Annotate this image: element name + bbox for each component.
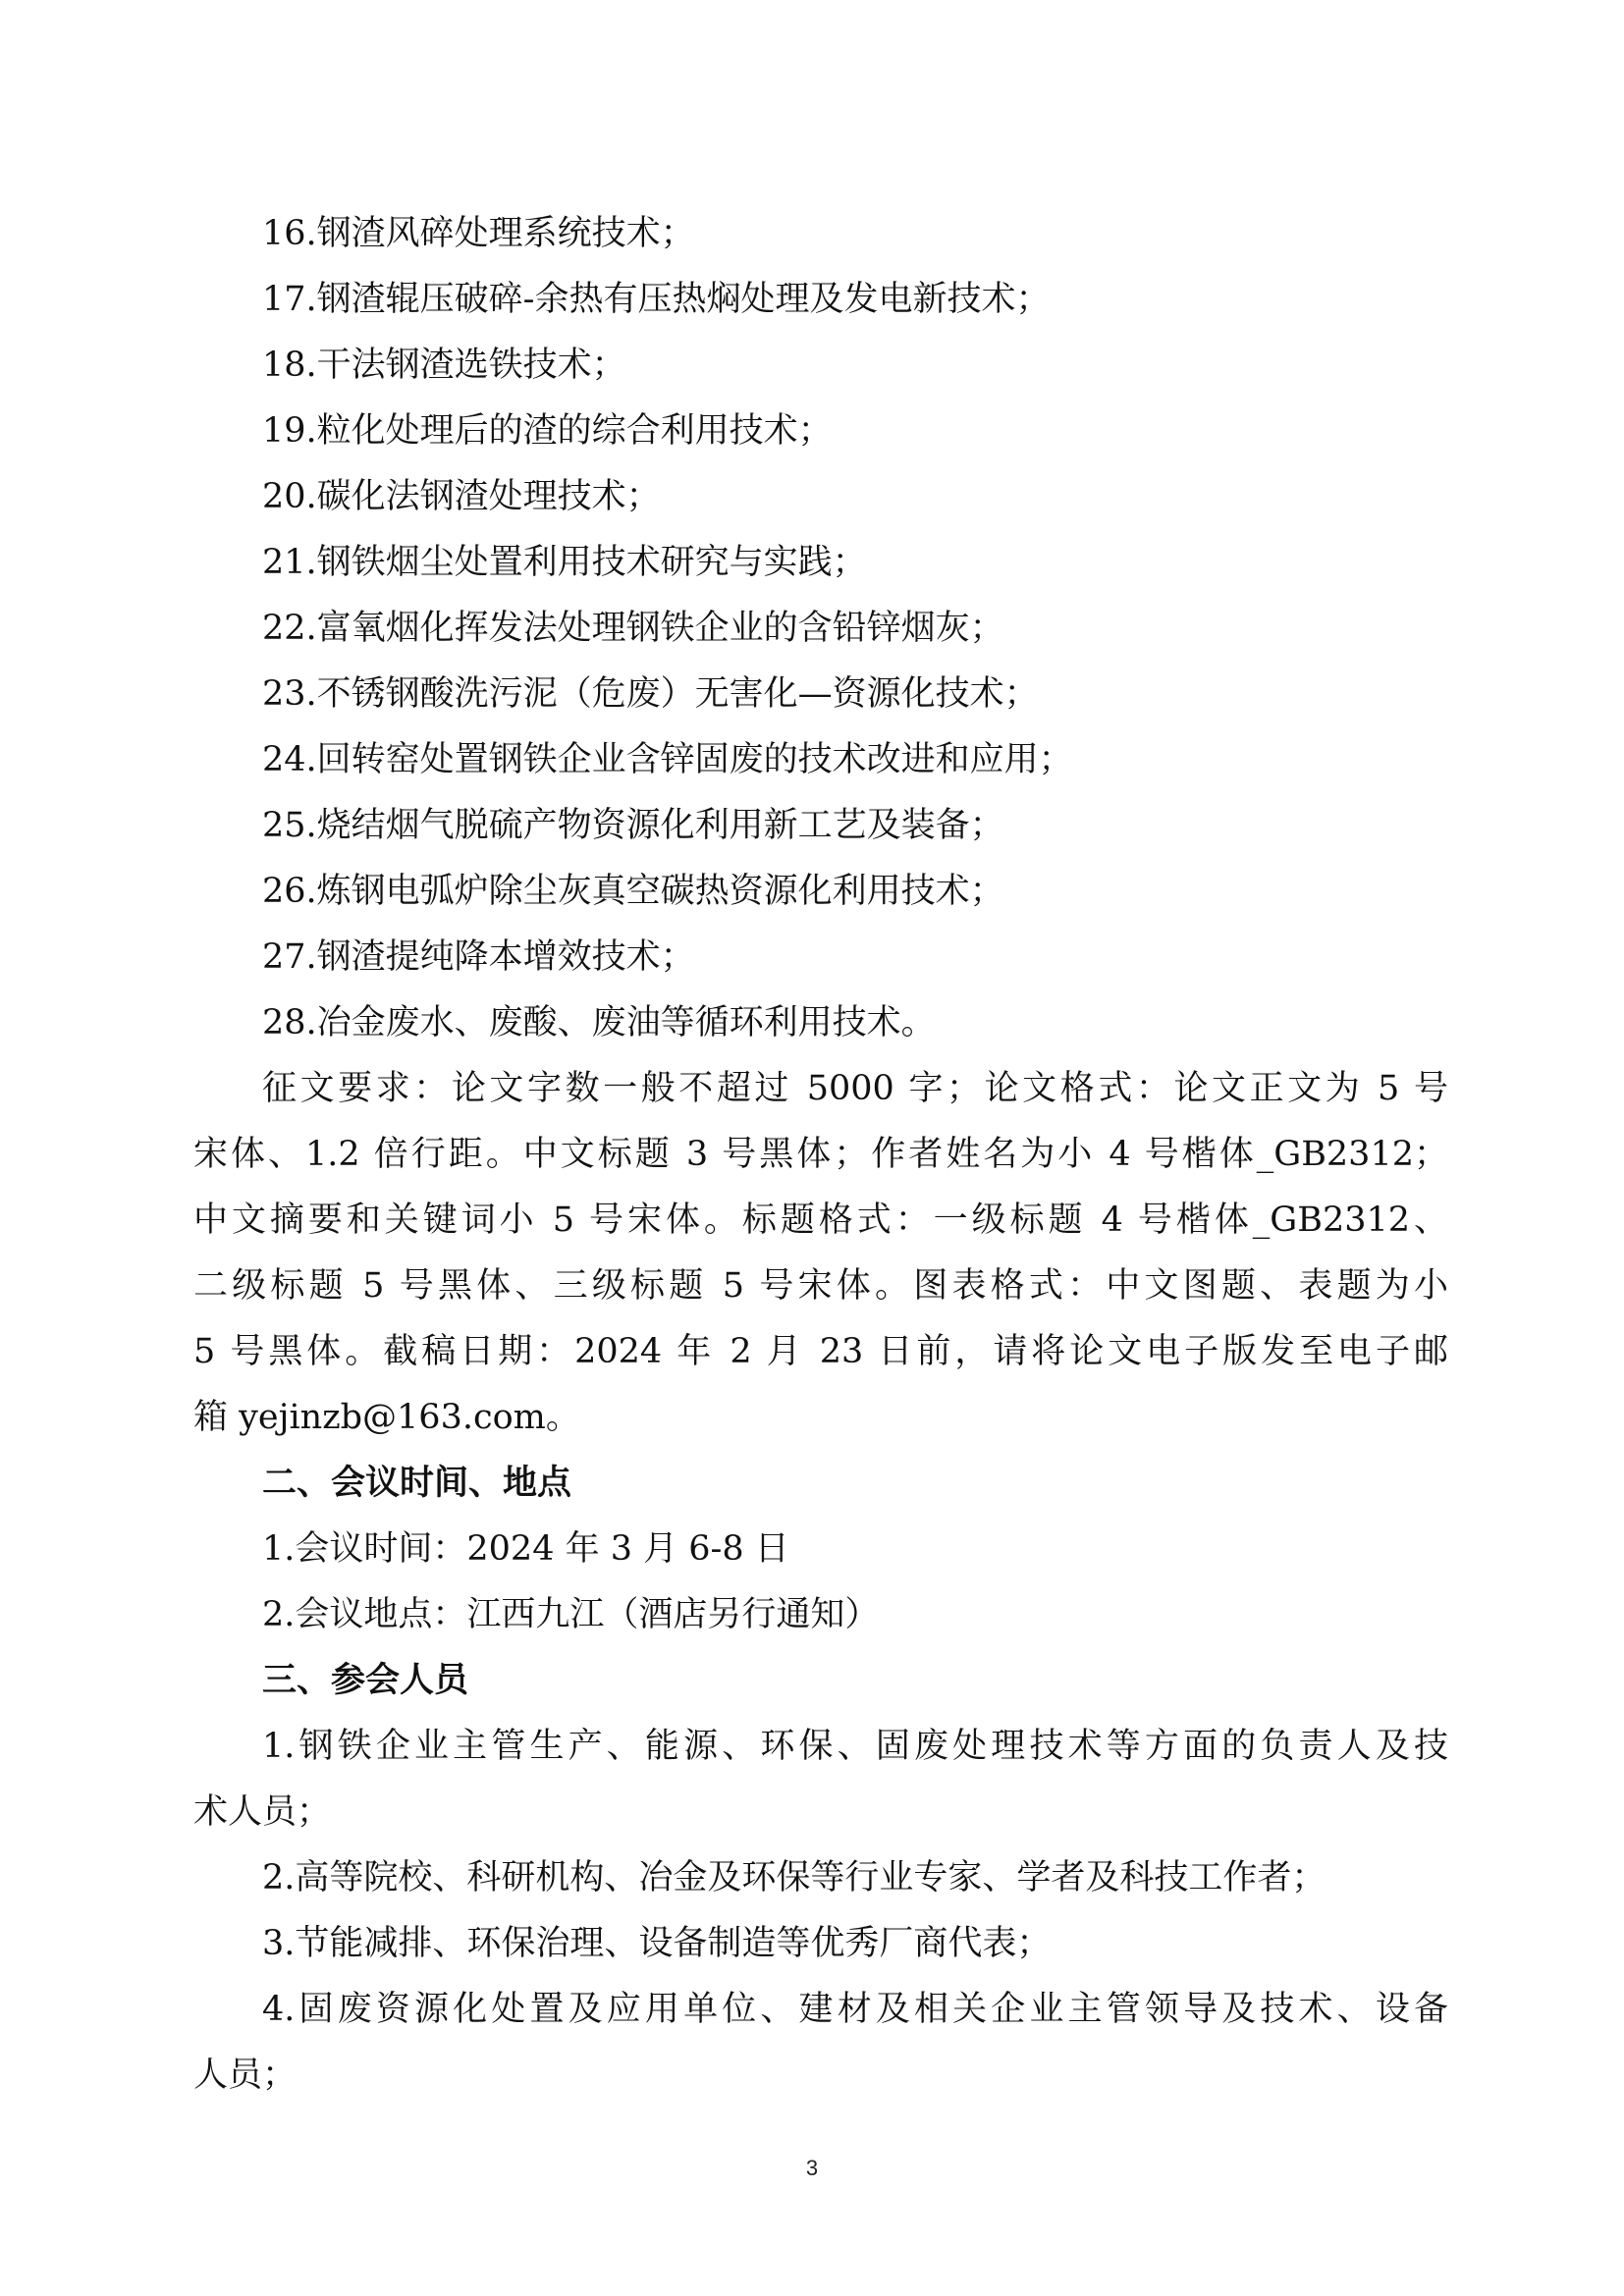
topic-item: 28.冶金废水、废酸、废油等循环利用技术。 [262,1003,936,1042]
section-attendees [193,1648,1448,2109]
meeting-place: 2.会议地点：江西九江（酒店另行通知） [262,1595,880,1634]
topic-item: 26.炼钢电弧炉除尘灰真空碳热资源化利用技术； [262,872,1004,911]
topic-item: 18.干法钢渣选铁技术； [262,346,626,385]
topic-item: 24.回转窑处置钢铁企业含锌固废的技术改进和应用； [262,740,1073,779]
meeting-time: 1.会议时间：2024 年 3 月 6-8 日 [262,1529,789,1569]
section-heading: 二、会议时间、地点 [262,1464,572,1503]
attendee-item: 2.高等院校、科研机构、冶金及环保等行业专家、学者及科技工作者； [262,1858,1326,1897]
requirements-line: 征文要求：论文字数一般不超过 5000 字；论文格式：论文正文为 5 号 [262,1069,1448,1108]
topic-item: 25.烧结烟气脱硫产物资源化利用新工艺及装备； [262,806,1004,845]
attendee-item: 1.钢铁企业主管生产、能源、环保、固废处理技术等方面的负责人及技 [262,1727,1448,1766]
topic-item: 22.富氧烟化挥发法处理钢铁企业的含铅锌烟灰； [262,609,1004,648]
topic-item: 20.碳化法钢渣处理技术； [262,477,661,516]
attendee-item-continued: 人员； [193,2056,298,2095]
topic-item: 19.粒化处理后的渣的综合利用技术； [262,411,833,451]
attendee-item: 3.节能减排、环保治理、设备制造等优秀厂商代表； [262,1924,1052,1963]
section-heading: 三、参会人员 [262,1661,469,1700]
topic-list [193,201,1448,1056]
topic-item: 16.钢渣风碎处理系统技术； [262,214,695,253]
requirements-line: 5 号黑体。截稿日期：2024 年 2 月 23 日前，请将论文电子版发至电子邮 [193,1332,1448,1371]
requirements-line: 中文摘要和关键词小 5 号宋体。标题格式：一级标题 4 号楷体_GB2312、 [193,1201,1448,1240]
section-meeting-time-place [193,1451,1448,1648]
requirements-line: 宋体、1.2 倍行距。中文标题 3 号黑体；作者姓名为小 4 号楷体_GB2312； [193,1135,1448,1174]
topic-item: 21.钢铁烟尘处置利用技术研究与实践； [262,543,867,582]
attendee-item-continued: 术人员； [193,1792,332,1832]
topic-item: 27.钢渣提纯降本增效技术； [262,937,695,977]
submission-requirements [193,1056,1448,1451]
page-number: 3 [805,2156,819,2180]
requirements-line: 二级标题 5 号黑体、三级标题 5 号宋体。图表格式：中文图题、表题为小 [193,1266,1448,1306]
requirements-line: 箱 yejinzb@163.com。 [193,1398,580,1437]
topic-item: 17.钢渣辊压破碎-余热有压热焖处理及发电新技术； [262,280,1051,319]
topic-item: 23.不锈钢酸洗污泥（危废）无害化—资源化技术； [262,674,1039,714]
page-body [193,201,1448,2109]
attendee-item: 4.固废资源化处置及应用单位、建材及相关企业主管领导及技术、设备 [262,1990,1448,2029]
